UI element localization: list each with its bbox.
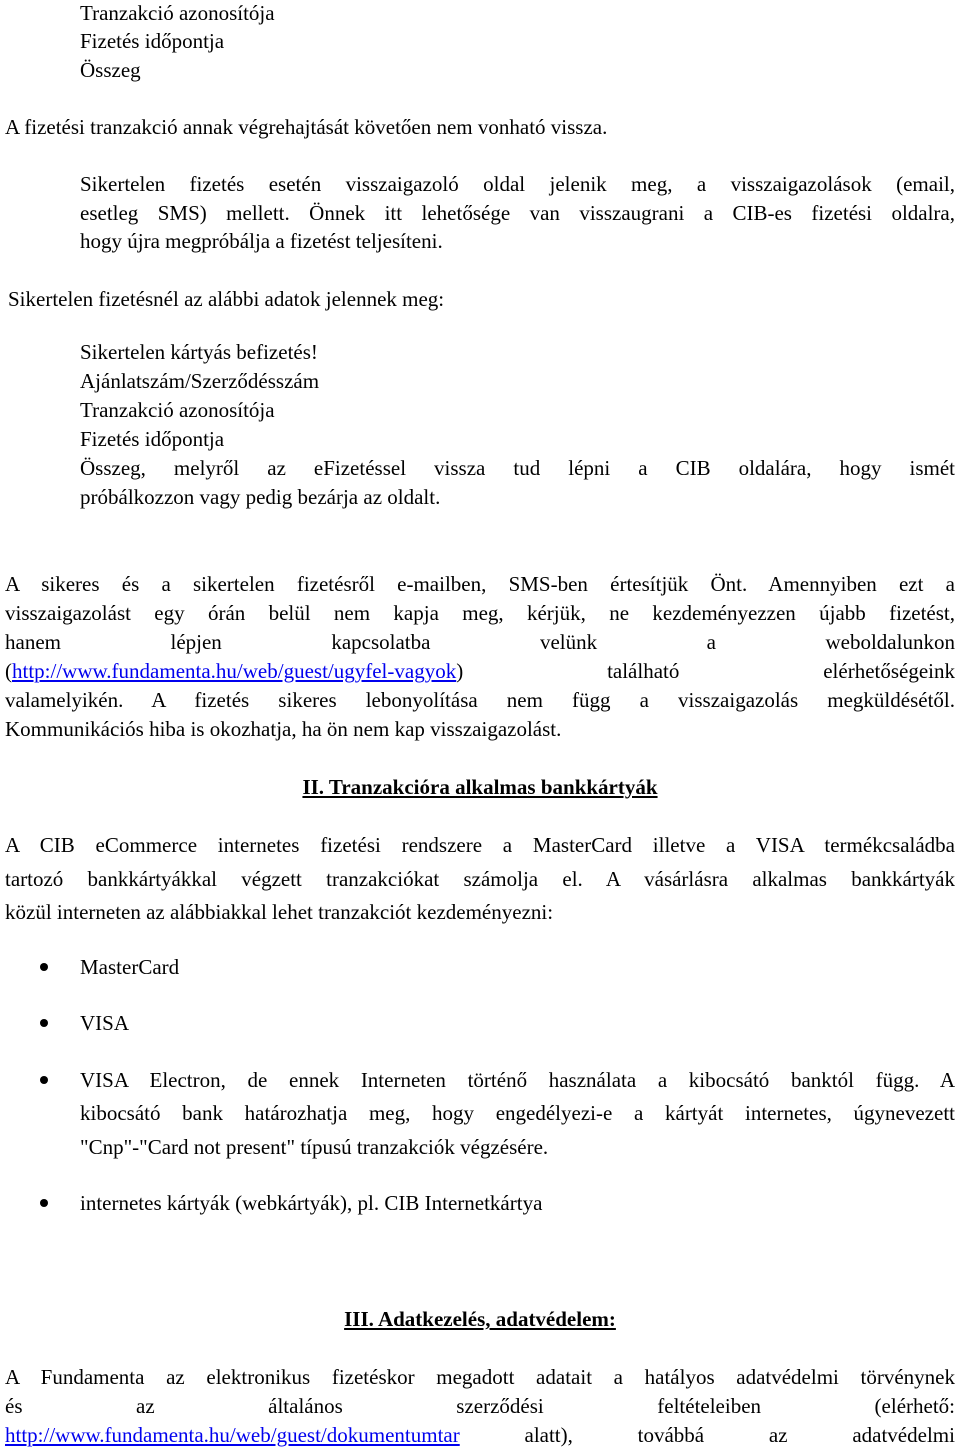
- paragraph-notify-line-5: valamelyikén. A fizetés sikeres lebonyolítása nem függ a visszaigazolás megküldésétől.: [5, 688, 955, 712]
- block1-item-transaction-id: Tranzakció azonosítója: [80, 1, 275, 25]
- section-3-heading: III. Adatkezelés, adatvédelem:: [344, 1307, 616, 1331]
- section-2-heading: II. Tranzakcióra alkalmas bankkártyák: [302, 775, 658, 799]
- section-3-line-3: [5, 1422, 955, 1448]
- bullet-dot-icon: [40, 1019, 48, 1027]
- documents-link[interactable]: http://www.fundamenta.hu/web/guest/dokumentumtar: [5, 1423, 460, 1447]
- word: (elérhető:: [874, 1394, 955, 1418]
- word: található: [607, 659, 680, 683]
- paragraph-notify-line-4: [5, 658, 955, 684]
- block2-line-5: Összeg, melyről az eFizetéssel vissza tud lépni a CIB oldalára, hogy ismét: [80, 456, 955, 480]
- word: adatvédelmi: [852, 1423, 955, 1447]
- word: és: [5, 1394, 23, 1418]
- section-2-para-line-1: A CIB eCommerce internetes fizetési rendszere a MasterCard illetve a VISA termékcsaládba: [5, 833, 955, 857]
- word: velünk: [539, 630, 598, 654]
- bullet-visa: VISA: [80, 1011, 130, 1035]
- block2-line-1: Sikertelen kártyás befizetés!: [80, 340, 318, 364]
- paragraph-notify-line-6: Kommunikációs hiba is okozhatja, ha ön nem kap visszaigazolást.: [5, 717, 562, 741]
- block2-line-6: próbálkozzon vagy pedig bezárja az oldalt.: [80, 485, 441, 509]
- bullet-web-cards: internetes kártyák (webkártyák), pl. CIB Internetkártya: [80, 1191, 543, 1215]
- word: alatt),: [524, 1423, 573, 1447]
- word: az: [768, 1423, 788, 1447]
- link-group: [5, 658, 463, 684]
- close-paren: ): [456, 659, 464, 683]
- section-3-line-1: A Fundamenta az elektronikus fizetéskor megadott adatait a hatályos adatvédelmi törvénynek: [5, 1365, 955, 1389]
- block1-item-amount: Összeg: [80, 58, 141, 82]
- bullet-visa-electron-line-1: VISA Electron, de ennek Interneten történő használata a kibocsátó banktól függ. A: [80, 1068, 955, 1092]
- word: kapcsolatba: [331, 630, 431, 654]
- bullet-dot-icon: [40, 963, 48, 971]
- word: lépjen: [170, 630, 222, 654]
- word: az: [136, 1394, 155, 1418]
- block1-item-payment-time: Fizetés időpontja: [80, 29, 225, 53]
- paragraph-failed-line-3: hogy újra megpróbálja a fizetést teljesíteni.: [80, 229, 443, 253]
- failed-data-intro: Sikertelen fizetésnél az alábbi adatok jelennek meg:: [8, 287, 445, 311]
- section-3-line-2: [5, 1393, 955, 1419]
- word: feltételeiben: [657, 1394, 762, 1418]
- word: általános: [268, 1394, 343, 1418]
- bullet-visa-electron-line-3: "Cnp"-"Card not present" típusú tranzakciók végzésére.: [80, 1135, 549, 1159]
- word: szerződési: [456, 1394, 544, 1418]
- open-paren: (: [5, 659, 12, 683]
- paragraph-failed-line-1: Sikertelen fizetés esetén visszaigazoló oldal jelenik meg, a visszaigazolások (email,: [80, 172, 955, 196]
- word: elérhetőségeink: [823, 659, 955, 683]
- block2-line-4: Fizetés időpontja: [80, 427, 225, 451]
- section-2-para-line-3: közül interneten az alábbiakkal lehet tranzakciót kezdeményezni:: [5, 900, 554, 924]
- word: hanem: [5, 630, 61, 654]
- section-2-para-line-2: tartozó bankkártyákkal végzett tranzakciókat számolja el. A vásárlásra alkalmas bankkártyák: [5, 867, 955, 891]
- bullet-dot-icon: [40, 1199, 48, 1207]
- bullet-visa-electron-line-2: kibocsátó bank határozhatja meg, hogy engedélyezi-e a kártyát internetes, úgynevezett: [80, 1101, 955, 1125]
- paragraph-notify-line-2: visszaigazolást egy órán belül nem kapja meg, kérjük, ne kezdeményezzen újabb fizetést,: [5, 601, 955, 625]
- paragraph-irrevocable: A fizetési tranzakció annak végrehajtását követően nem vonható vissza.: [5, 115, 608, 139]
- bullet-mastercard: MasterCard: [80, 955, 180, 979]
- paragraph-notify-line-1: A sikeres és a sikertelen fizetésről e-mailben, SMS-ben értesítjük Önt. Amennyiben ezt a: [5, 572, 955, 596]
- block2-line-3: Tranzakció azonosítója: [80, 398, 275, 422]
- paragraph-failed-line-2: esetleg SMS) mellett. Önnek itt lehetősége van visszaugrani a CIB-es fizetési oldalra,: [80, 201, 955, 225]
- customer-contact-link[interactable]: http://www.fundamenta.hu/web/guest/ugyfel-vagyok: [12, 659, 457, 683]
- block2-line-2: Ajánlatszám/Szerződésszám: [80, 369, 320, 393]
- bullet-dot-icon: [40, 1076, 48, 1084]
- paragraph-notify-line-3: [5, 629, 955, 655]
- word: továbbá: [637, 1423, 705, 1447]
- word: weboldalunkon: [825, 630, 955, 654]
- word: a: [706, 630, 716, 654]
